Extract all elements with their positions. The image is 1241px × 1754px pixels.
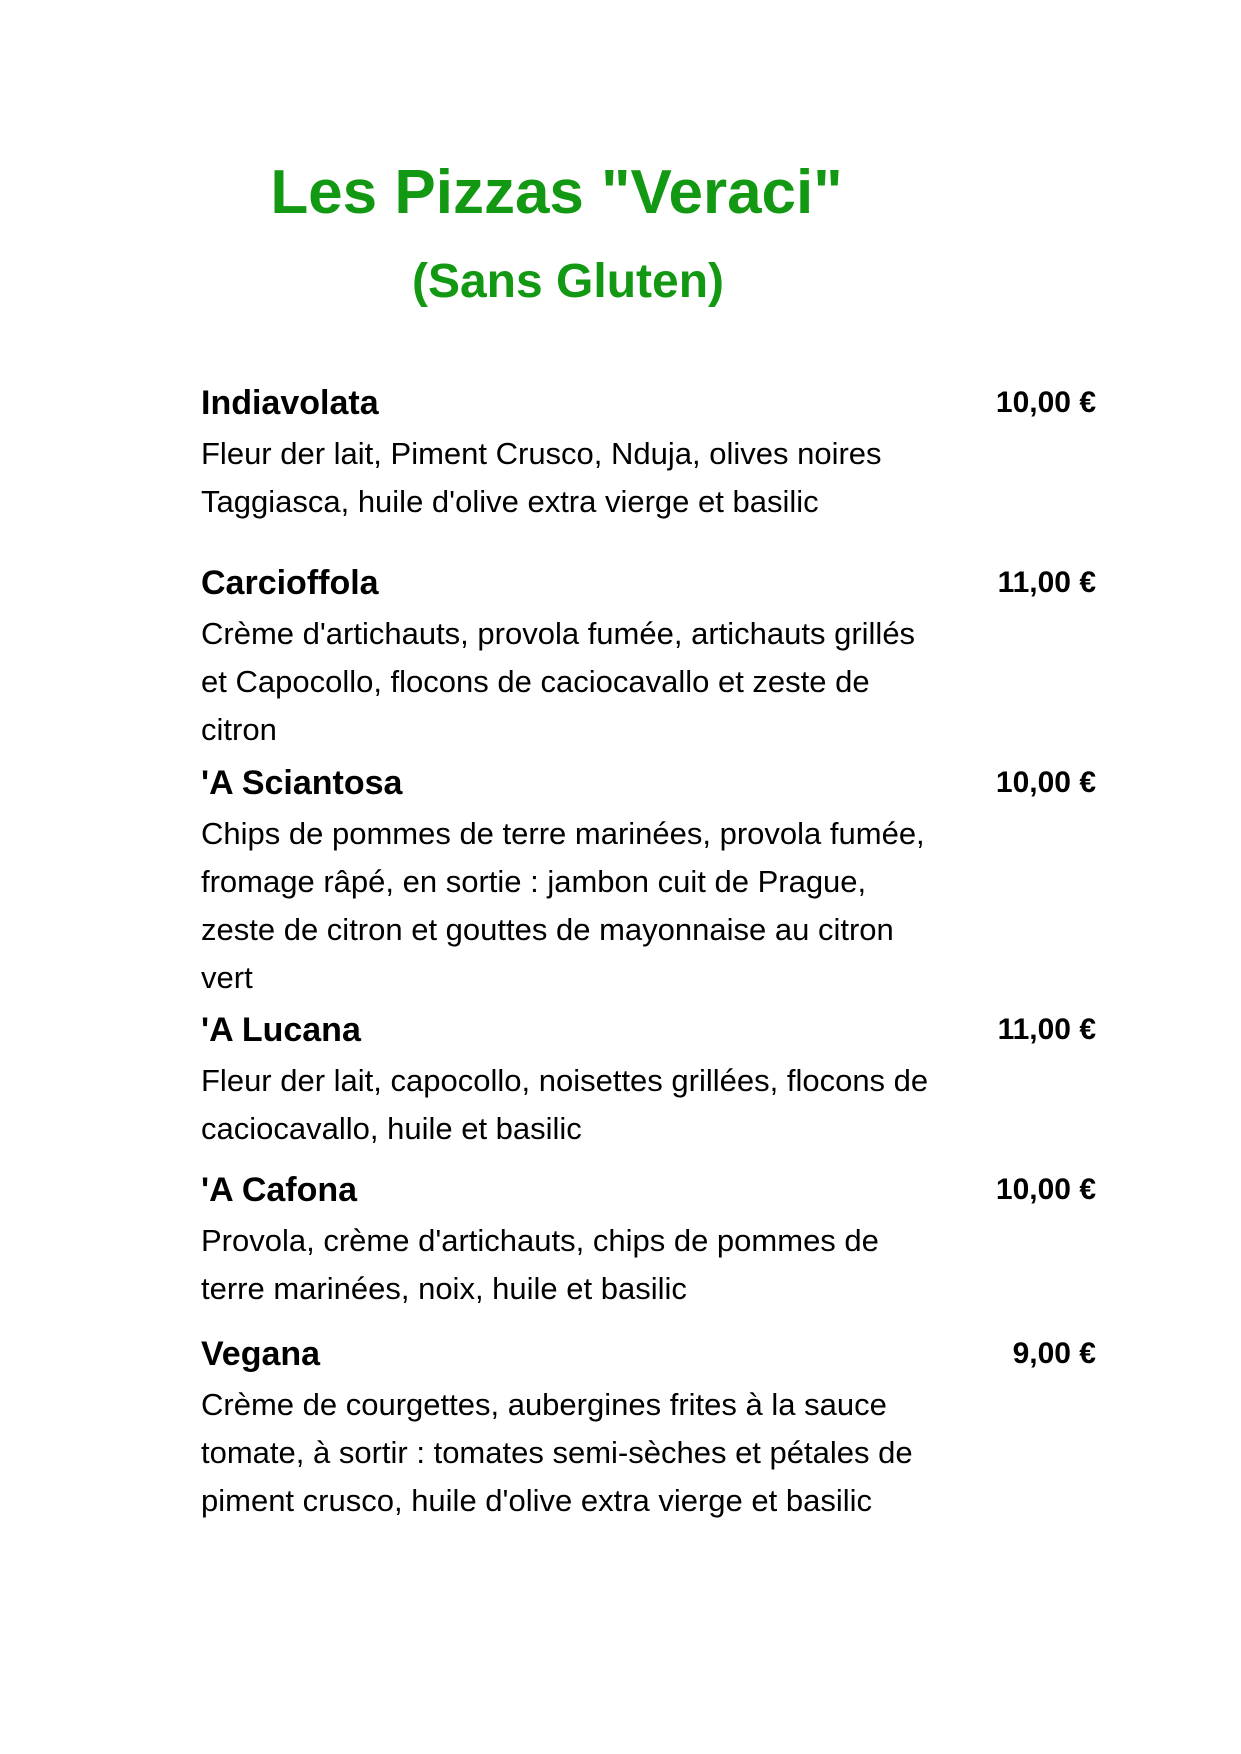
- pizza-price: 9,00 €: [1012, 1337, 1096, 1370]
- pizza-list: [201, 376, 1096, 1537]
- item-heading: [201, 1327, 1096, 1381]
- pizza-description: Crème de courgettes, aubergines frites à la sauce tomate, à sortir : tomates semi-sèches et pétales de piment crusco, huile d'olive extra vierge et basilic: [201, 1387, 913, 1518]
- list-item: [201, 1163, 1096, 1327]
- list-item: [201, 376, 1096, 556]
- pizza-name: Vegana: [201, 1335, 321, 1373]
- item-heading: [201, 1163, 1096, 1217]
- item-heading: [201, 756, 1096, 810]
- pizza-name: 'A Lucana: [201, 1011, 361, 1049]
- pizza-description: Fleur der lait, Piment Crusco, Nduja, olives noires Taggiasca, huile d'olive extra vierge et basilic: [201, 436, 882, 519]
- pizza-description: Provola, crème d'artichauts, chips de pommes de terre marinées, noix, huile et basilic: [201, 1223, 879, 1306]
- pizza-name: Carcioffola: [201, 564, 379, 602]
- list-item: [201, 1327, 1096, 1537]
- pizza-price: 10,00 €: [995, 386, 1096, 419]
- pizza-price: 10,00 €: [995, 766, 1096, 799]
- pizza-price: 11,00 €: [997, 1013, 1096, 1046]
- pizza-name: 'A Sciantosa: [201, 764, 403, 802]
- list-item: [201, 1003, 1096, 1163]
- menu-title: Les Pizzas "Veraci": [270, 158, 843, 227]
- pizza-price: 11,00 €: [997, 566, 1096, 599]
- menu-subtitle: (Sans Gluten): [411, 255, 725, 308]
- pizza-description: Fleur der lait, capocollo, noisettes grillées, flocons de caciocavallo, huile et basilic: [201, 1063, 929, 1146]
- item-heading: [201, 556, 1096, 610]
- pizza-price: 10,00 €: [995, 1173, 1096, 1206]
- list-item: [201, 756, 1096, 1003]
- pizza-description: Crème d'artichauts, provola fumée, artichauts grillés et Capocollo, flocons de caciocavallo et zeste de citron: [201, 616, 916, 747]
- pizza-name: Indiavolata: [201, 384, 379, 422]
- item-heading: [201, 1003, 1096, 1057]
- item-heading: [201, 376, 1096, 430]
- pizza-description: Chips de pommes de terre marinées, provola fumée, fromage râpé, en sortie : jambon cuit de Prague, zeste de citron et gouttes de mayonnaise au citron vert: [201, 816, 925, 995]
- pizza-name: 'A Cafona: [201, 1171, 358, 1209]
- list-item: [201, 556, 1096, 756]
